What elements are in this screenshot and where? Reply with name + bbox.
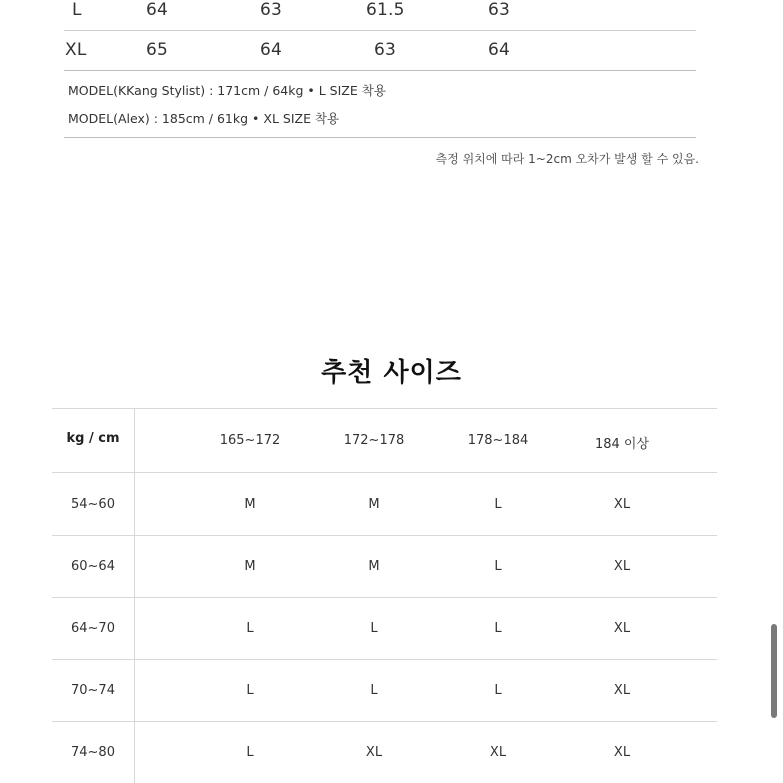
height-header: 178~184 (467, 433, 529, 448)
size-value: 64 (488, 40, 511, 60)
size-value: 65 (146, 40, 169, 60)
section-title: 추천 사이즈 (321, 358, 462, 388)
size-label: L (72, 0, 82, 20)
divider (64, 70, 696, 71)
size-cell: L (494, 497, 502, 512)
divider (64, 137, 696, 138)
size-cell: L (246, 683, 254, 698)
weight-label: 60~64 (71, 559, 115, 574)
size-value: 63 (488, 0, 511, 20)
size-value: 63 (374, 40, 397, 60)
height-header: 172~178 (343, 433, 405, 448)
model-info: MODEL(Alex) : 185cm / 61kg • XL SIZE 착용 (68, 111, 340, 126)
weight-label: 64~70 (71, 621, 115, 636)
size-value: 64 (260, 40, 283, 60)
column-divider (134, 408, 135, 783)
size-value: 61.5 (366, 0, 405, 20)
weight-label: 70~74 (71, 683, 115, 698)
divider (52, 721, 717, 722)
size-cell: L (246, 745, 254, 760)
size-cell: L (370, 683, 378, 698)
scrollbar[interactable] (771, 624, 777, 718)
size-cell: L (494, 683, 502, 698)
height-header: 165~172 (219, 433, 281, 448)
model-info: MODEL(KKang Stylist) : 171cm / 64kg • L SIZE 착용 (68, 83, 386, 98)
size-cell: XL (613, 683, 631, 698)
size-cell: L (494, 559, 502, 574)
size-cell: L (370, 621, 378, 636)
divider (52, 472, 717, 473)
divider (52, 408, 717, 409)
size-cell: XL (613, 745, 631, 760)
size-cell: M (368, 497, 380, 512)
size-cell: XL (613, 559, 631, 574)
divider (52, 597, 717, 598)
weight-label: 74~80 (71, 745, 115, 760)
divider (52, 659, 717, 660)
size-cell: XL (489, 745, 507, 760)
size-cell: M (244, 559, 256, 574)
size-cell: L (246, 621, 254, 636)
size-cell: M (244, 497, 256, 512)
size-cell: M (368, 559, 380, 574)
size-cell: XL (613, 621, 631, 636)
size-cell: L (494, 621, 502, 636)
size-value: 64 (146, 0, 169, 20)
size-value: 63 (260, 0, 283, 20)
size-label: XL (65, 40, 87, 60)
measurement-note: 측정 위치에 따라 1~2cm 오차가 발생 할 수 있음. (435, 152, 699, 166)
size-cell: XL (365, 745, 383, 760)
weight-label: 54~60 (71, 497, 115, 512)
corner-header: kg / cm (66, 431, 120, 446)
height-header: 184 이상 (594, 437, 650, 452)
size-cell: XL (613, 497, 631, 512)
divider (64, 30, 696, 31)
divider (52, 535, 717, 536)
